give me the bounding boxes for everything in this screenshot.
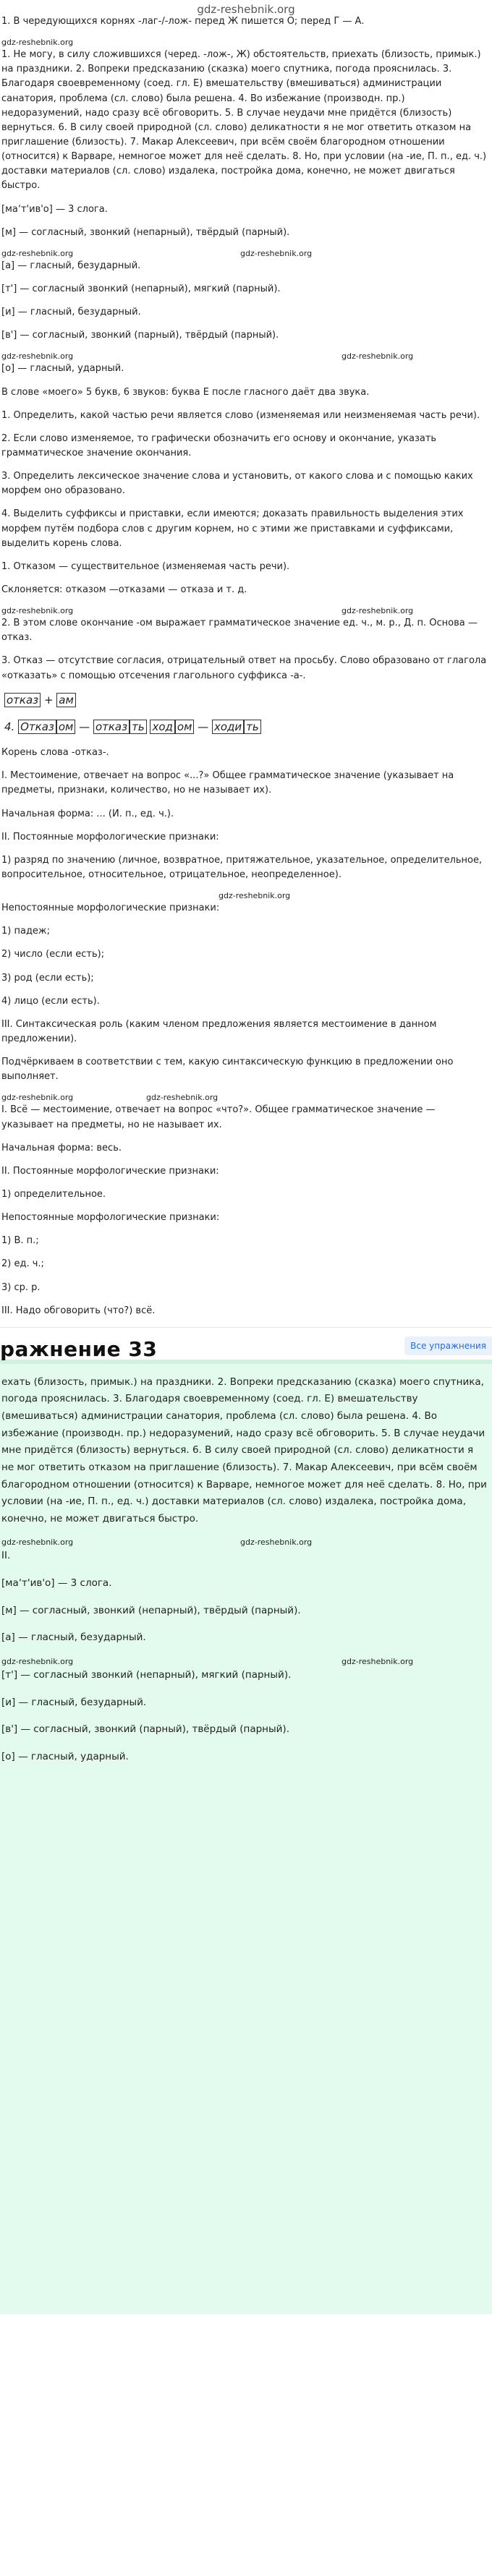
analysis-declension: Склоняется: отказом —отказами — отказа и т. д. — [1, 584, 247, 595]
watermark-row: gdz-reshebnik.org gdz-reshebnik.org — [1, 248, 313, 258]
stem-box: ход — [150, 720, 174, 734]
plan-step-1: 1. Определить, какой частью речи является слово (изменяемая или неизменяемая часть речи). — [1, 409, 480, 421]
morpheme-scheme-1 — [4, 692, 488, 709]
sound-a: [а] — гласный, безударный. — [1, 260, 141, 271]
answer-block — [0, 1360, 492, 2314]
stem-box: отказ — [4, 693, 41, 707]
stem-box: Отказ — [18, 720, 56, 734]
pronoun-initial-form: Начальная форма: ... (И. п., ед. ч.). — [1, 808, 174, 819]
plan-step-3: 3. Определить лексическое значение слова и установить, от какого слова и с помощью каких морфем оно образовано. — [1, 471, 473, 497]
vsyo-syntax: III. Надо обговорить (что?) всё. — [1, 1305, 156, 1316]
watermark-row: gdz-reshebnik.org gdz-reshebnik.org — [1, 351, 414, 362]
ending-box: ам — [56, 693, 76, 707]
vsyo-analysis-1: I. Всё — местоимение, отвечает на вопрос «что?». Общее грамматическое значение — указывает на предметы, но не называет их. — [1, 1104, 436, 1130]
answer-phonetic-summary: [маʼт'ив'о] — 3 слога. — [1, 1577, 112, 1590]
vsyo-constant-heading: II. Постоянные морфологические признаки: — [1, 1165, 219, 1177]
all-exercises-button[interactable]: Все упражнения — [404, 1336, 492, 1356]
pronoun-syntax: III. Синтаксическая роль (каким членом предложения является местоимение в данном предложении). — [1, 1018, 437, 1044]
sentences-paragraph: 1. Не могу, в силу сложившихся (черед. -лож-, Ж) обстоятельств, приехать (близость, примык.) на праздники. 2. Вопреки предсказанию (сказка) моего спутника, погода прояснилась. 3. Благодаря своевременному (соед. гл. Е) вмешательству (вмешиваться) администрации санатория, проблема (сл. слово) была решена. 4. Во избежание (производн. пр.) недоразумений, надо сразу всё обговорить. 5. В случае неудачи мне придётся (близость) вернуться. 6. В силу своей природной (сл. слово) деликатности я не мог ответить отказом на приглашение (близость). 7. Макар Алексеевич, при всём своём благородном отношении (относится) к Варваре, немногое может для неё сделать. 8. Но, при условии (на -ие, П. п., ед. ч.) доставки материалов (сл. слово) издалека, постройка дома, конечно, не может двигаться быстро. — [1, 49, 487, 192]
vsyo-category: 1) определительное. — [1, 1188, 106, 1200]
pronoun-underline-note: Подчёркиваем в соответствии с тем, какую синтаксическую функцию в предложении оно выполняет. — [1, 1057, 454, 1083]
plus-sign: + — [43, 693, 54, 707]
answer-sound-v: [в'] — согласный, звонкий (парный), твёрдый (парный). — [1, 1723, 289, 1736]
analysis-step-1: 1. Отказом — существительное (изменяемая часть речи). — [1, 560, 290, 572]
pronoun-variable-heading: Непостоянные морфологические признаки: — [1, 903, 220, 914]
watermark-row: gdz-reshebnik.org gdz-reshebnik.org — [1, 1538, 313, 1548]
morpheme-scheme-2 — [4, 719, 488, 735]
sound-t: [т'] — согласный звонкий (непарный), мягкий (парный). — [1, 283, 281, 294]
stem-box: ходи — [212, 720, 244, 734]
watermark-row: gdz-reshebnik.org gdz-reshebnik.org — [1, 1093, 219, 1103]
root-statement: Корень слова -отказ-. — [1, 747, 109, 759]
answer-sentences: ехать (близость, примык.) на праздники. 2. Вопреки предсказанию (сказка) моего спутника, погода прояснилась. 3. Благодаря своевременному (соед. гл. Е) вмешательству (вмешиваться) администрации санатория, проблема (сл. слово) была решена. 4. Во избежание (производн. пр.) недоразумений, надо сразу всё обговорить. 5. В случае неудачи мне придётся (близость) вернуться. 6. В силу своей природной (сл. слово) деликатности я не мог ответить отказом на приглашение (близость). 7. Макар Алексеевич, при всём своём благородном отношении (относится) к Варваре, немногое может для неё сделать. 8. Но, при условии (на -ие, П. п., ед. ч.) доставки материалов (сл. слово) издалека, постройка дома, конечно, не может двигаться быстро. — [1, 1376, 487, 1524]
ending-box: ть — [130, 720, 147, 734]
ending-box: ть — [244, 720, 261, 734]
pronoun-constant-heading: II. Постоянные морфологические признаки: — [1, 831, 219, 843]
letters-sounds: В слове «моего» 5 букв, 6 звуков: буква Е после гласного даёт два звука. — [1, 386, 370, 398]
top-watermark: gdz-reshebnik.org — [197, 3, 295, 16]
vsyo-gender: 3) ср. р. — [1, 1281, 41, 1293]
vsyo-variable-heading: Непостоянные морфологические признаки: — [1, 1212, 220, 1224]
pronoun-category: 1) разряд по значению (личное, возвратное, притяжательное, указательное, определительное, вопросительное, относительное, отрицательное, неопределенное). — [1, 854, 483, 880]
dash: — — [198, 720, 209, 733]
pronoun-number: 2) число (если есть); — [1, 949, 105, 960]
watermark-row: gdz-reshebnik.org — [1, 38, 74, 48]
exercise-title: ражнение 33 — [0, 1336, 158, 1361]
sound-v: [в'] — согласный, звонкий (парный), твёрдый (парный). — [1, 330, 279, 341]
answer-sound-a: [а] — гласный, безударный. — [1, 1632, 146, 1644]
scheme-number: 4. — [4, 720, 15, 733]
plan-step-2: 2. Если слово изменяемое, то графически обозначить его основу и окончание, указать грамматическое значение окончания. — [1, 432, 437, 459]
pronoun-gender: 3) род (если есть); — [1, 972, 94, 984]
watermark-row: gdz-reshebnik.org gdz-reshebnik.org — [1, 606, 414, 616]
solution-text — [0, 14, 492, 1318]
answer-sound-t: [т'] — согласный звонкий (непарный), мягкий (парный). — [1, 1668, 292, 1681]
vsyo-case: 1) В. п.; — [1, 1235, 39, 1247]
pronoun-person: 4) лицо (если есть). — [1, 995, 100, 1007]
vsyo-number: 2) ед. ч.; — [1, 1258, 44, 1270]
dash: — — [79, 720, 90, 733]
sound-m: [м] — согласный, звонкий (непарный), твёрдый (парный). — [1, 226, 290, 238]
watermark-row: gdz-reshebnik.org gdz-reshebnik.org — [1, 1656, 414, 1666]
rule-paragraph: 1. В чередующихся корнях -лаг-/-лож- перед Ж пишется О; перед Г — А. — [1, 16, 365, 27]
sound-i: [и] — гласный, безударный. — [1, 307, 141, 318]
analysis-step-3: 3. Отказ — отсутствие согласия, отрицательный ответ на просьбу. Слово образовано от глагола «отказать» с помощью отсечения глагольного суффикса -а-. — [1, 655, 487, 681]
analysis-step-2: 2. В этом слове окончание -ом выражает грамматическое значение ед. ч., м. р., Д. п. Основа — отказ. — [1, 618, 478, 644]
exercise-header — [0, 1327, 492, 1360]
ending-box: ом — [175, 720, 195, 734]
pronoun-case: 1) падеж; — [1, 926, 51, 937]
plan-step-4: 4. Выделить суффиксы и приставки, если имеются; доказать правильность выделения этих морфем путём подбора слов с другим корнем, но с этими же приставками и суффиксами, выделить корень слова. — [1, 508, 464, 549]
answer-sound-i: [и] — гласный, безударный. — [1, 1696, 147, 1708]
vsyo-initial-form: Начальная форма: весь. — [1, 1142, 122, 1153]
watermark-row: gdz-reshebnik.org — [219, 891, 291, 901]
answer-section-2: II. — [1, 1550, 11, 1562]
ending-box: ом — [56, 720, 76, 734]
answer-sound-m: [м] — согласный, звонкий (непарный), твёрдый (парный). — [1, 1604, 301, 1616]
pronoun-plan-1: I. Местоимение, отвечает на вопрос «...?» Общее грамматическое значение (указывает на предметы, признаки, количество, но не называет их). — [1, 770, 454, 796]
sound-o: [о] — гласный, ударный. — [1, 363, 124, 375]
answer-sound-o: [о] — гласный, ударный. — [1, 1750, 129, 1762]
stem-box: отказ — [93, 720, 130, 734]
phonetic-summary: [маʼт'ив'о] — 3 слога. — [1, 203, 108, 215]
